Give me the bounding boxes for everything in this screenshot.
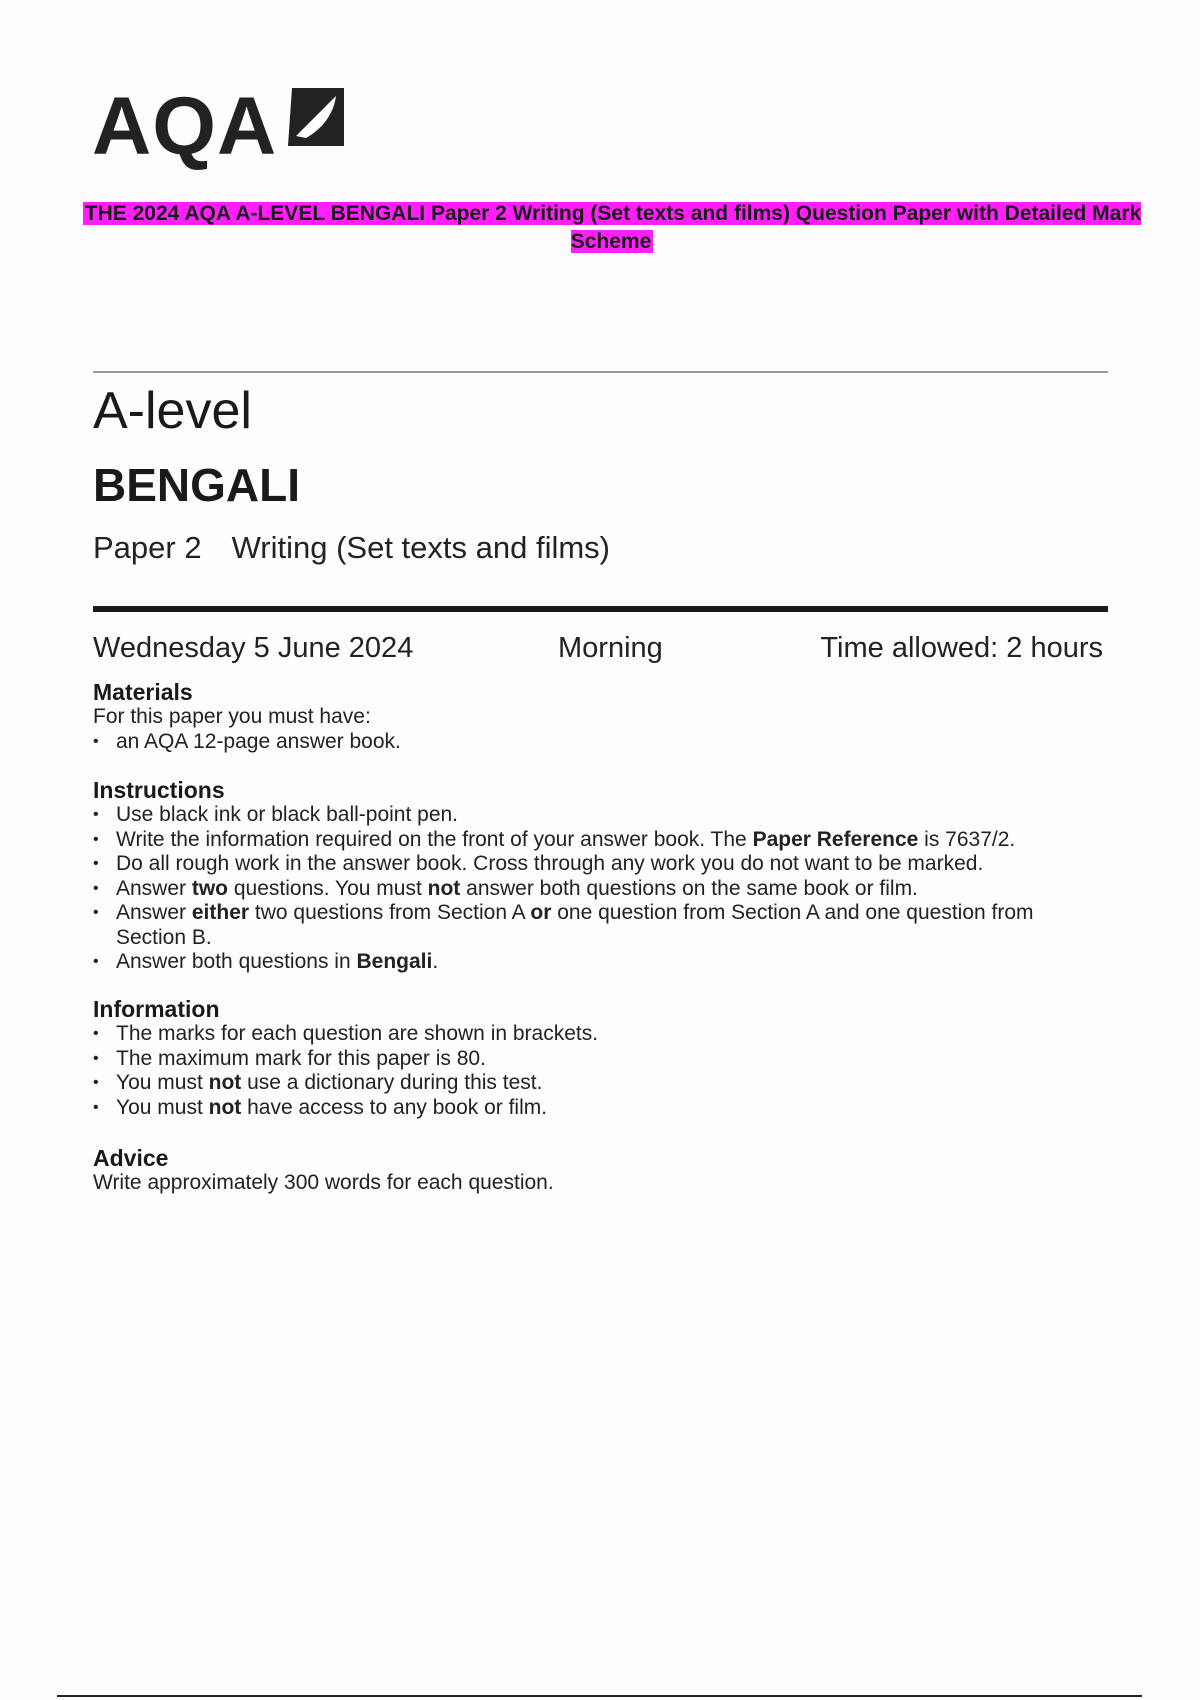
exam-details-row — [93, 628, 1103, 668]
document-banner — [80, 200, 1144, 256]
exam-date: Wednesday 5 June 2024 — [93, 632, 414, 664]
paper-line — [93, 528, 610, 568]
qualification-level: A-level — [93, 382, 252, 440]
list-item: • Write the information required on the front of your answer book. The Paper Reference is 7637/2. — [93, 828, 1108, 853]
information-heading: Information — [93, 996, 220, 1022]
materials-intro: For this paper you must have: — [93, 705, 371, 728]
exam-session: Morning — [558, 632, 663, 664]
advice-heading: Advice — [93, 1145, 169, 1171]
subject-title: BENGALI — [93, 459, 300, 511]
list-item: • Do all rough work in the answer book. Cross through any work you do not want to be marked. — [93, 852, 1108, 877]
list-item: • You must not have access to any book or film. — [93, 1096, 1108, 1121]
materials-heading: Materials — [93, 679, 193, 705]
instructions-section — [93, 777, 1108, 975]
instructions-heading: Instructions — [93, 777, 225, 803]
time-allowed: Time allowed: 2 hours — [820, 632, 1103, 664]
divider-thick — [93, 606, 1108, 612]
advice-section — [93, 1145, 1108, 1196]
list-item: • Answer two questions. You must not answer both questions on the same book or film. — [93, 877, 1108, 902]
list-item: • The maximum mark for this paper is 80. — [93, 1047, 1108, 1072]
materials-section — [93, 679, 1108, 754]
paper-number: Paper 2 — [93, 530, 202, 565]
list-item: • Use black ink or black ball-point pen. — [93, 803, 1108, 828]
information-section — [93, 996, 1108, 1120]
divider-bottom — [57, 1695, 1142, 1697]
list-item: • The marks for each question are shown in brackets. — [93, 1022, 1108, 1047]
list-item: • Answer both questions in Bengali. — [93, 950, 1108, 975]
logo-text: AQA — [92, 81, 278, 172]
divider-top — [93, 371, 1108, 373]
aqa-logo — [92, 81, 362, 186]
banner-text: THE 2024 AQA A-LEVEL BENGALI Paper 2 Writing (Set texts and films) Question Paper with Detailed Mark Scheme — [84, 202, 1142, 253]
list-item: • an AQA 12-page answer book. — [93, 730, 1108, 755]
list-item: • You must not use a dictionary during this test. — [93, 1071, 1108, 1096]
logo-mark-icon — [288, 88, 344, 148]
paper-title: Writing (Set texts and films) — [231, 530, 610, 565]
advice-text: Write approximately 300 words for each question. — [93, 1171, 554, 1194]
list-item: • Answer either two questions from Section A or one question from Section A and one question from Section B. — [93, 901, 1108, 950]
